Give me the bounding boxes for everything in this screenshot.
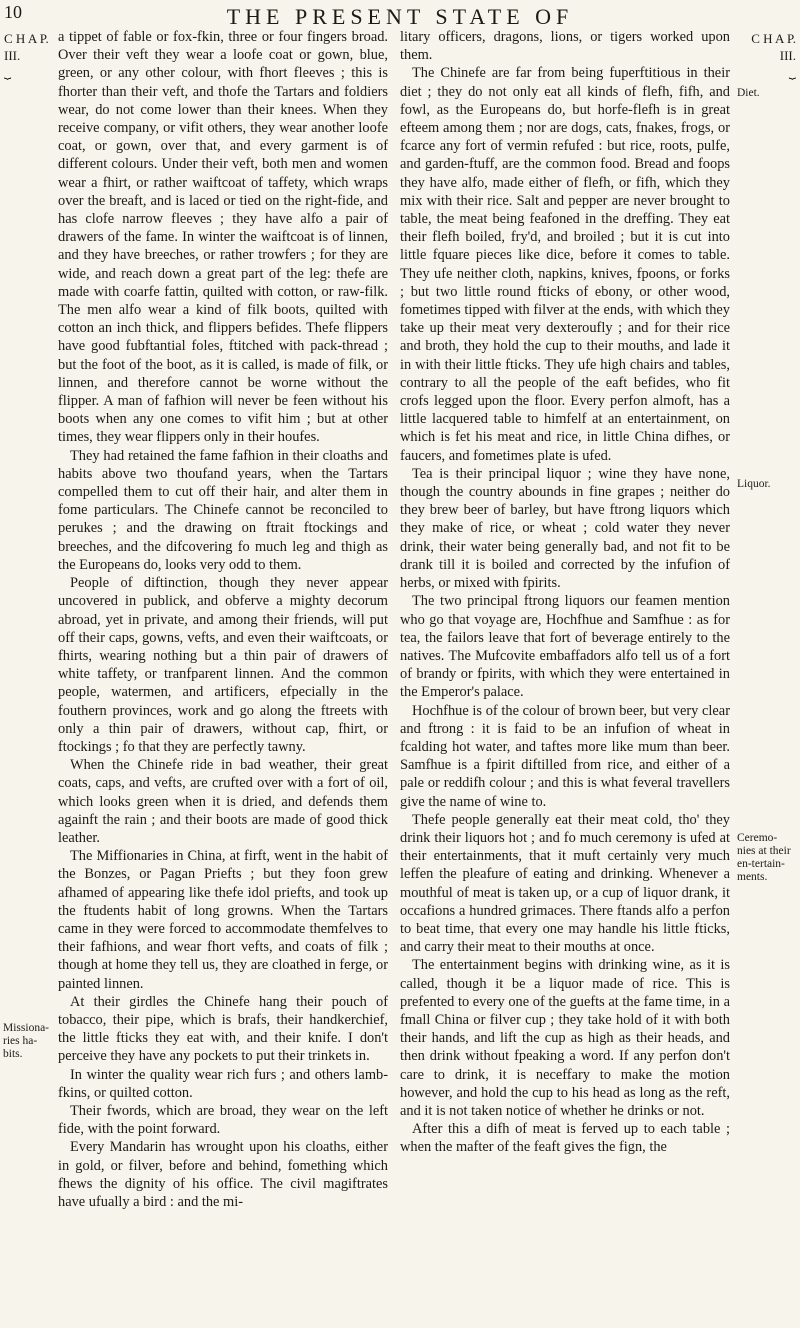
paragraph: Hochfhue is of the colour of brown beer, but very clear and ftrong : it is faid to be an infufion of wheat in fcalding hot water, and taftes more like mum than beer. Samfhue is a fpirit diftilled from rice, and either of a pale or reddifh colour ; and this is what feveral travellers give the name of wine to. <box>400 702 730 810</box>
page-number: 10 <box>4 2 22 22</box>
chapter-number: III. <box>4 48 21 63</box>
chapter-marker-left <box>4 30 49 81</box>
paragraph: a tippet of fable or fox-fkin, three or four fingers broad. Over their veft they wear a loofe coat or gown, blue, green, or any other colour, with fhort fleeves ; this is fhorter than their veft, and thofe the Tartars and foldiers wear, do not come lower than their knees. When they receive company, or vifit others, they wear another loofe coat, or gown, over that, and every garment is of different colours. Under their veft, both men and women wear a fhirt, or rather waiftcoat of taffety, which wraps over the breaft, and is laced or tied on the right-fide, and has clofe narrow fleeves ; they have alfo a pair of drawers of the fame. In winter the waiftcoat is of linnen, and they have breeches, or rather trowfers ; for they are wide, and reach down a great part of the leg: thefe are made with coarfe fattin, quilted with cotton, or raw-filk. The men alfo wear a kind of filk boots, quilted with cotton an inch thick, and flippers befides. Thefe flippers have good fubftantial foles, ftitched with pack-thread ; but the foot of the boot, as it is called, is made of filk, or linnen, and therefore cannot be worne without the flipper. A man of fafhion will never be feen without his boots when any one comes to vifit him ; but at other times, they wear flippers only in their houfes. <box>58 29 388 446</box>
margin-note-ceremonies: Ceremo-nies at their en-tertain-ments. <box>737 832 791 883</box>
paragraph: They had retained the fame fafhion in their cloaths and habits above two thoufand years, when the Tartars compelled them to cut off their hair, and alter them in fome particulars. The Chinefe cannot be reconciled to perukes ; and the drawing on ftrait ftockings and breeches, and the difcovering fo much leg and thigh as the Europeans do, looks very odd to them. <box>58 447 388 573</box>
paragraph: litary officers, dragons, lions, or tigers worked upon them. <box>400 29 730 64</box>
margin-note-diet: Diet. <box>737 87 760 99</box>
paragraph: At their girdles the Chinefe hang their pouch of tobacco, their pipe, which is brafs, their handkerchief, the little fticks they eat with, and their knife. I don't perceive they have any pockets to put their trinkets in. <box>58 993 388 1065</box>
chapter-marker-right <box>751 30 796 81</box>
paragraph: People of diftinction, though they never appear uncovered in publick, and obferve a mighty decorum abroad, yet in private, and among their friends, will put off their caps, gowns, vefts, and even their waiftcoats, or fhirts, wearing nothing but a thin pair of drawers of white taffety, or tranfparent linnen. And the common people, watermen, and artificers, efpecially in the fouthern provinces, work and go along the ftreets with only a thin pair of drawers, without cap, fhirt, or ftockings ; fo that they are perfectly tawny. <box>58 575 388 755</box>
right-column <box>400 28 730 1318</box>
paragraph: Their fwords, which are broad, they wear on the left fide, with the point forward. <box>58 1102 388 1138</box>
paragraph: Every Mandarin has wrought upon his cloaths, either in gold, or filver, before and behind, fomething which fhews the dignity of his office. The civil magiftrates have ufually a bird : and the mi- <box>58 1139 388 1210</box>
chapter-label: C H A P. <box>751 31 796 46</box>
running-head: THE PRESENT STATE OF <box>226 4 574 29</box>
paragraph: The entertainment begins with drinking wine, as it is called, though it be a liquor made of rice. This is prefented to every one of the guefts at the fame time, in a fmall China or filver cup ; they take hold of it with both their hands, and lift the cup as high as their heads, and then drink without fpeaking a word. If any perfon don't care to drink, it is neceffary to make the motion however, and hold the cup to his head as long as the reft, and it is not taken notice of whether he drinks or not. <box>400 957 730 1119</box>
paragraph: The Miffionaries in China, at firft, went in the habit of the Bonzes, or Pagan Priefts ; but they foon grew afhamed of appearing like thefe idol priefts, and took up the ftudents habit of long growns. When the Tartars came in they were forced to accommodate themfelves to their fafhions, and wear fhort vefts, and coats of filk ; though at home they tell us, they are cloathed in ferge, or painted linnen. <box>58 848 388 992</box>
paragraph: The Chinefe are far from being fuperftitious in their diet ; they do not only eat all kinds of flefh, fifh, and fowl, as the Europeans do, but horfe-flefh is in great efteem among them ; nor are dogs, cats, fnakes, frogs, or fcarce any fort of vermin refufed : but rice, roots, pulfe, and garden-ftuff, are the common food. Bread and foops they have alfo, made either of flefh, or fifh, which they mix with their rice. Salt and pepper are never brought to table, the meat being feafoned in the dreffing. They eat their flefh boiled, fry'd, and broiled ; but it is cut into little fquare pieces like dice, before it comes to table. They ufe neither cloth, napkins, knives, fpoons, or forks ; but two little round fticks of ebony, or other wood, fometimes tipped with filver at the ends, with which they take up their meat very dexteroufly ; and for their rice and broth, they hold the cup to their mouths, and lade it in with their little fticks. They ufe high chairs and tables, contrary to all the people of the eaft befides, who fit crofs legged upon the floor. Every perfon almoft, has a little lacquered table to himfelf at an entertainment, on which is fet his meat and rice, in little China difhes, or faucers, and fometimes plate is ufed. <box>400 65 730 464</box>
paragraph: After this a difh of meat is ferved up to each table ; when the mafter of the feaft gives the fign, the <box>400 1121 730 1156</box>
paragraph: Thefe people generally eat their meat cold, tho' they drink their liquors hot ; and fo much ceremony is ufed at their entertainments, that it muft certainly very much leffen the pleafure of eating and drinking. Whenever a mouthful of meat is taken up, or a cup of liquor drank, it occafions a hundred grimaces. There ftands alfo a perfon to beat time, that every one may handle his little fticks, and carry their meat to their mouths at once. <box>400 811 730 956</box>
chapter-number: III. <box>779 48 796 63</box>
margin-note-liquor: Liquor. <box>737 478 771 490</box>
paragraph: When the Chinefe ride in bad weather, their great coats, caps, and vefts, are crufted over with a fort of oil, which looks green when it is dried, and defends them againft the rain ; and their boots are made of good thick leather. <box>58 757 388 846</box>
brace-icon: ⏟ <box>788 65 796 79</box>
margin-note-missionaries: Missiona-ries ha-bits. <box>3 1022 49 1060</box>
brace-icon: ⏟ <box>4 65 12 79</box>
paragraph: The two principal ftrong liquors our feamen mention who go that voyage are, Hochfhue and Samfhue : as for tea, the failors leave that fort of beverage entirely to the natives. The Mufcovite embaffadors alfo tell us of a fort of brandy or fpirits, with which they were entertained in the Emperor's palace. <box>400 593 730 701</box>
left-column <box>58 28 388 1318</box>
paragraph: In winter the quality wear rich furs ; and others lamb-fkins, or quilted cotton. <box>58 1066 388 1101</box>
paragraph: Tea is their principal liquor ; wine they have none, though the country abounds in fine grapes ; neither do they brew beer of barley, but have ftrong liquors which they make of rice, or wheat ; cold water they never drink, their water being generally bad, and not fit to be drank till it is boiled and corrected by the infufion of herbs, or mixed with fpirits. <box>400 465 730 592</box>
chapter-label: C H A P. <box>4 31 49 46</box>
